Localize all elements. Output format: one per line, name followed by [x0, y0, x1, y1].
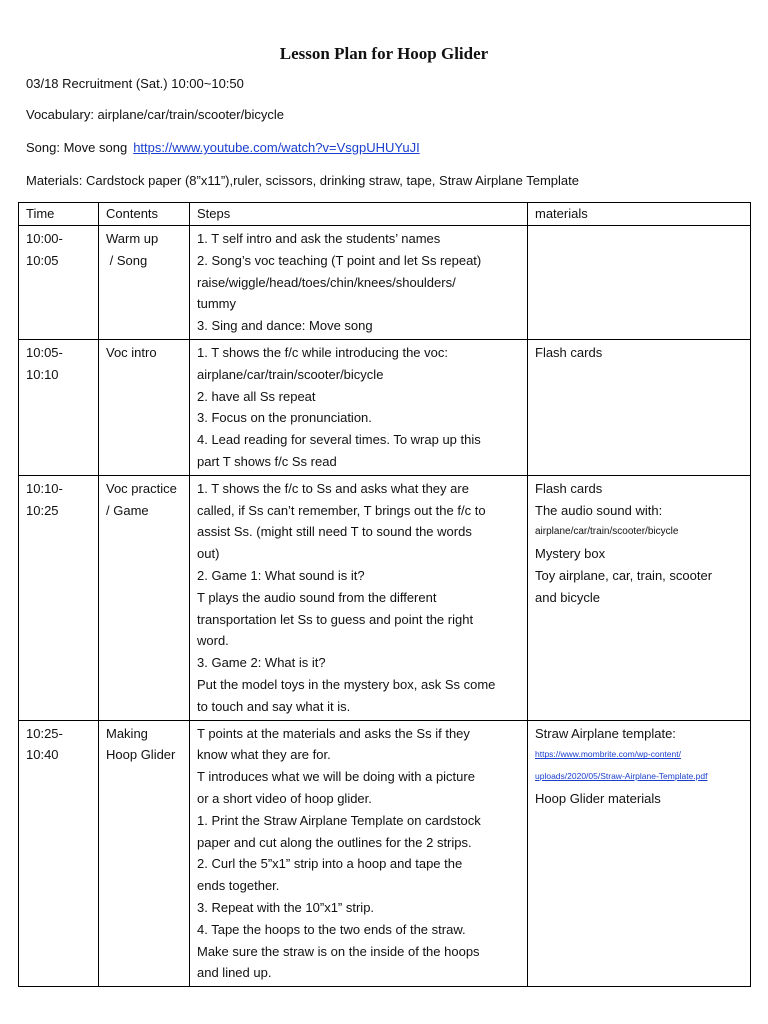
step-line: called, if Ss can’t remember, T brings out the f/c to	[197, 502, 486, 518]
contents-line: / Game	[106, 502, 149, 518]
step-line: transportation let Ss to guess and point the right	[197, 611, 474, 627]
step-line: part T shows f/c Ss read	[197, 453, 337, 469]
header-materials: materials	[528, 203, 751, 226]
step-line: 1. T shows the f/c to Ss and asks what they are	[197, 480, 469, 496]
steps-cell	[190, 226, 528, 340]
contents-cell	[99, 339, 190, 475]
song-line	[26, 140, 420, 155]
table-row	[19, 339, 751, 475]
header-steps: Steps	[190, 203, 528, 226]
table-row	[19, 226, 751, 340]
step-line: 1. T self intro and ask the students’ names	[197, 231, 441, 246]
material-line: Flash cards	[535, 344, 603, 360]
materials-cell	[528, 339, 751, 475]
step-line: 4. Tape the hoops to the two ends of the straw.	[197, 921, 466, 937]
step-line: 2. Curl the 5”x1” strip into a hoop and tape the	[197, 856, 463, 872]
step-line: 4. Lead reading for several times. To wrap up this	[197, 432, 481, 448]
vocabulary-line: Vocabulary: airplane/car/train/scooter/bicycle	[26, 107, 284, 122]
time-cell: 10:10-10:25	[19, 475, 99, 720]
step-line: 3. Repeat with the 10”x1” strip.	[197, 899, 375, 915]
contents-line: Making	[106, 725, 148, 741]
material-line: airplane/car/train/scooter/bicycle	[535, 526, 679, 538]
step-line: T introduces what we will be doing with a picture	[197, 769, 475, 785]
time-cell: 10:00-10:05	[19, 226, 99, 340]
material-line: Flash cards	[535, 480, 603, 496]
step-line: Make sure the straw is on the inside of the hoops	[197, 943, 480, 959]
step-line: ends together.	[197, 878, 280, 894]
material-line: Mystery box	[535, 546, 606, 562]
step-line: 2. have all Ss repeat	[197, 388, 316, 404]
step-line: airplane/car/train/scooter/bicycle	[197, 366, 384, 382]
step-line: raise/wiggle/head/toes/chin/knees/shoulders/	[197, 274, 456, 290]
template-link-line[interactable]: https://www.mombrite.com/wp-content/	[535, 749, 681, 760]
material-line: Toy airplane, car, train, scooter	[535, 567, 713, 583]
step-line: 2. Song’s voc teaching (T point and let Ss repeat)	[197, 252, 482, 268]
date-time-line: 03/18 Recruitment (Sat.) 10:00~10:50	[26, 76, 244, 91]
step-line: or a short video of hoop glider.	[197, 790, 372, 806]
lesson-plan-table	[18, 202, 751, 987]
table-row	[19, 720, 751, 987]
contents-line: Warm up	[106, 231, 159, 246]
step-line: out)	[197, 546, 220, 562]
step-line: 1. Print the Straw Airplane Template on cardstock	[197, 812, 481, 828]
header-contents: Contents	[99, 203, 190, 226]
table-header-row	[19, 203, 751, 226]
steps-cell	[190, 475, 528, 720]
song-link[interactable]: https://www.youtube.com/watch?v=VsgpUHUYuJI	[133, 140, 420, 155]
step-line: assist Ss. (might still need T to sound the words	[197, 524, 472, 540]
time-cell: 10:25-10:40	[19, 720, 99, 987]
step-line: 1. T shows the f/c while introducing the voc:	[197, 344, 448, 360]
contents-line: Hoop Glider	[106, 747, 176, 763]
header-time: Time	[19, 203, 99, 226]
material-line: The audio sound with:	[535, 502, 663, 518]
page-title: Lesson Plan for Hoop Glider	[279, 44, 489, 63]
step-line: 3. Game 2: What is it?	[197, 655, 326, 671]
material-line: Straw Airplane template:	[535, 725, 676, 741]
contents-line: Voc practice	[106, 480, 177, 496]
step-line: 3. Focus on the pronunciation.	[197, 410, 372, 426]
material-line: and bicycle	[535, 589, 601, 605]
contents-line: / Song	[106, 252, 148, 268]
materials-cell	[528, 720, 751, 987]
step-line: to touch and say what it is.	[197, 698, 351, 714]
material-line: Hoop Glider materials	[535, 790, 661, 806]
materials-cell	[528, 475, 751, 720]
table-row	[19, 475, 751, 720]
step-line: know what they are for.	[197, 747, 331, 763]
template-link-line[interactable]: uploads/2020/05/Straw-Airplane-Template.pdf	[535, 771, 708, 782]
contents-line: Voc intro	[106, 344, 157, 360]
time-cell: 10:05-10:10	[19, 339, 99, 475]
step-line: T plays the audio sound from the different	[197, 589, 437, 605]
step-line: T points at the materials and asks the Ss if they	[197, 725, 470, 741]
step-line: 3. Sing and dance: Move song	[197, 318, 373, 334]
step-line: Put the model toys in the mystery box, ask Ss come	[197, 676, 496, 692]
step-line: paper and cut along the outlines for the 2 strips.	[197, 834, 472, 850]
contents-cell	[99, 475, 190, 720]
materials-line: Materials: Cardstock paper (8”x11”),ruler, scissors, drinking straw, tape, Straw Airplane Template	[26, 173, 579, 188]
steps-cell	[190, 339, 528, 475]
contents-cell	[99, 720, 190, 987]
song-label: Song: Move song	[26, 140, 128, 155]
step-line: 2. Game 1: What sound is it?	[197, 567, 365, 583]
step-line: tummy	[197, 296, 236, 312]
materials-cell	[528, 226, 751, 340]
steps-cell	[190, 720, 528, 987]
contents-cell	[99, 226, 190, 340]
step-line: word.	[197, 633, 229, 649]
step-line: and lined up.	[197, 965, 272, 981]
